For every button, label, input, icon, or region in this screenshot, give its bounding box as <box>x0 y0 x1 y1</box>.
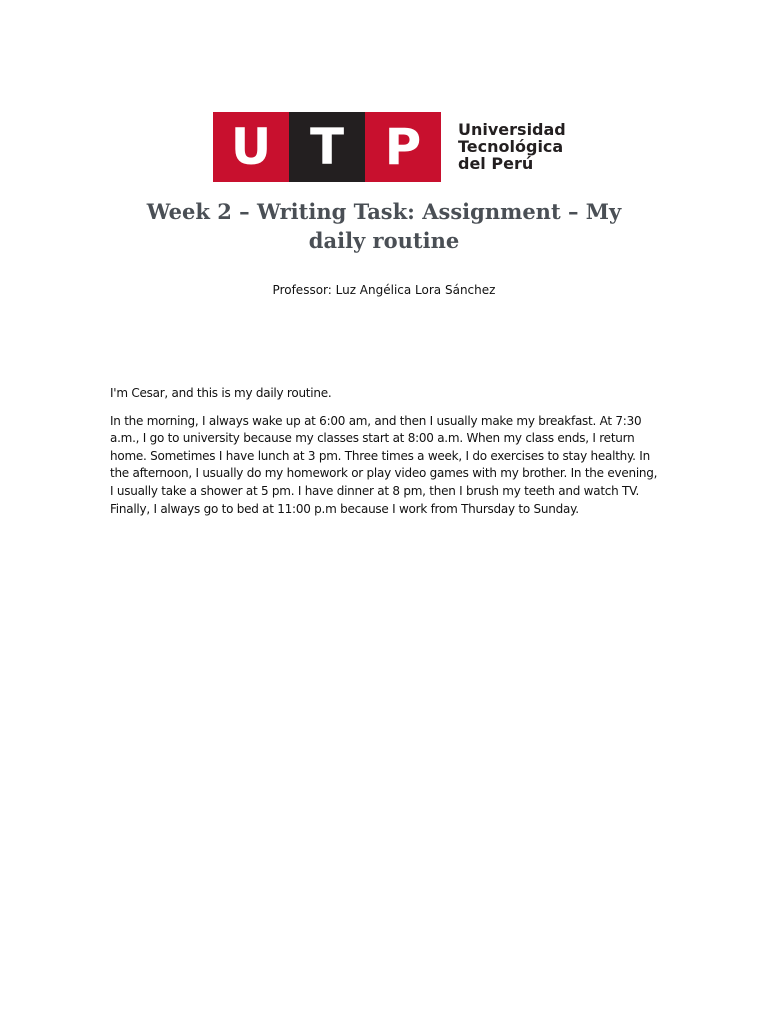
university-name-line-2: Tecnológica <box>458 137 564 156</box>
logo-letter-blocks <box>213 112 441 182</box>
paragraph-routine: In the morning, I always wake up at 6:00 am, and then I usually make my breakfast. At 7:30 a.m., I go to university because my classes start at 8:00 a.m. When my class ends, I return home. Sometimes I have lunch at 3 pm. Three times a week, I do exercises to stay healthy. In the afternoon, I usually do my homework or play video games with my brother. In the evening, I usually take a shower at 5 pm. I have dinner at 8 pm, then I brush my teeth and watch TV. Finally, I always go to bed at 11:00 p.m because I work from Thursday to Sunday. <box>110 413 658 516</box>
document-body <box>110 385 660 528</box>
professor-name: Professor: Luz Angélica Lora Sánchez <box>272 283 496 297</box>
logo-letter-t: T <box>289 112 365 182</box>
paragraph-intro: I'm Cesar, and this is my daily routine. <box>110 386 332 400</box>
university-name-line-3: del Perú <box>458 154 534 173</box>
university-name-line-1: Universidad <box>458 120 566 139</box>
university-name <box>458 121 566 172</box>
logo-letter-p: P <box>365 112 441 182</box>
document-title: Week 2 – Writing Task: Assignment – My daily routine <box>146 199 622 253</box>
logo-letter-u: U <box>213 112 289 182</box>
utp-logo <box>213 112 573 182</box>
